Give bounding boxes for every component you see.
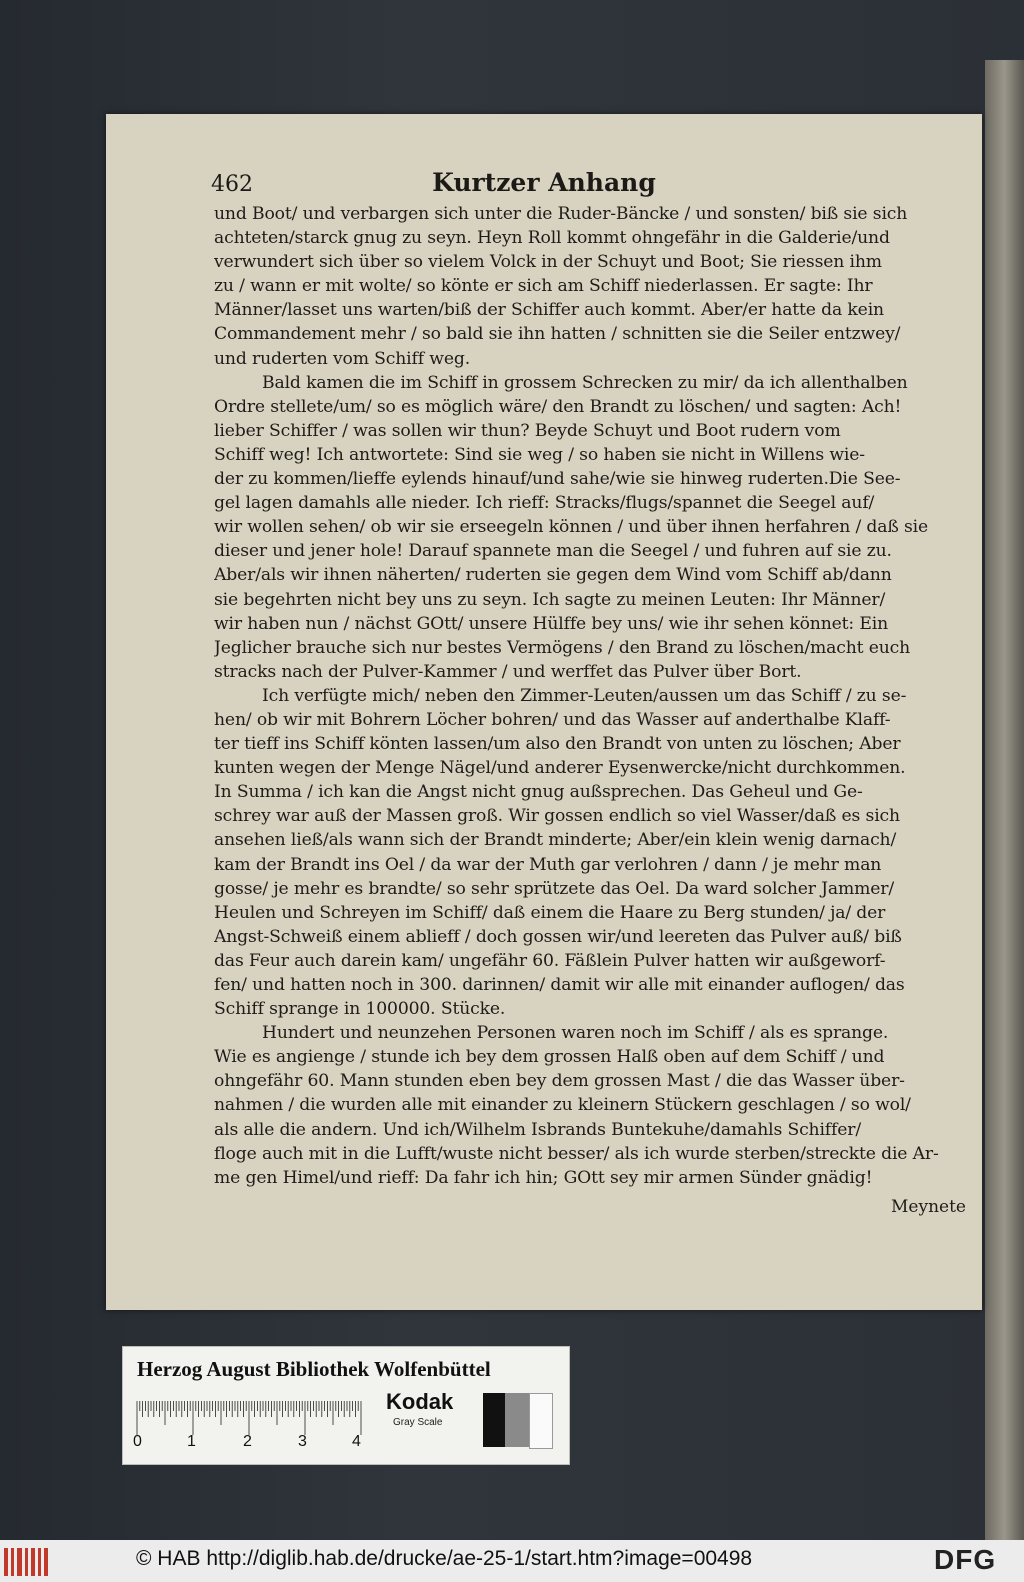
text-line: me gen Himel/und rieff: Da fahr ich hin; GOtt sey mir armen Sünder gnädig! [214,1167,873,1188]
text-line: schrey war auß der Massen groß. Wir gossen endlich so viel Wasser/daß es sich [214,806,900,827]
text-line: In Summa / ich kan die Angst nicht gnug außsprechen. Das Geheul und Ge- [214,782,863,803]
text-line: achteten/starck gnug zu seyn. Heyn Roll kommt ohngefähr in die Galderie/und [214,228,890,249]
text-line: Commandement mehr / so bald sie ihn hatten / schnitten sie die Seiler entzwey/ [214,324,901,345]
kodak-logo: Kodak [386,1389,454,1414]
ruler-label: 1 [187,1433,196,1450]
text-line: verwundert sich über so vielem Volck in der Schuyt und Boot; Sie riessen ihm [214,252,882,273]
footer-bar [0,1540,1024,1582]
text-line: als alle die andern. Und ich/Wilhelm Isbrands Buntekuhe/damahls Schiffer/ [214,1119,861,1140]
library-name: Herzog August Bibliothek Wolfenbüttel [137,1357,491,1381]
text-line: Bald kamen die im Schiff in grossem Schrecken zu mir/ da ich allenthalben [262,372,908,393]
text-line: floge auch mit in die Lufft/wuste nicht besser/ als ich wurde sterben/streckte die Ar- [214,1143,939,1164]
text-line: Ich verfügte mich/ neben den Zimmer-Leuten/aussen um das Schiff / zu se- [262,685,907,706]
text-line: fen/ und hatten noch in 300. darinnen/ damit wir alle mit einander auflogen/ das [214,975,905,995]
ruler-label: 0 [133,1433,142,1450]
text-line: lieber Schiffer / was sollen wir thun? Beyde Schuyt und Boot rudern vom [214,420,841,441]
text-line: Wie es angienge / stunde ich bey dem grossen Halß oben auf dem Schiff / und [214,1047,885,1068]
text-line: Angst-Schweiß einem ablieff / doch gossen wir/und leereten das Pulver auß/ biß [214,926,902,947]
gray-scale-label: Gray Scale [393,1417,443,1428]
white-swatch [529,1393,553,1449]
text-line: der zu kommen/lieffe eylends hinauf/und sahe/wie sie hinweg ruderten.Die See- [214,469,901,490]
text-line: Schiff sprange in 100000. Stücke. [214,999,506,1020]
text-line: Männer/lasset uns warten/biß der Schiffer auch kommt. Aber/er hatte da kein [214,300,884,321]
ruler-scale [135,1397,375,1439]
text-line: gosse/ je mehr es brandte/ so sehr sprützete das Oel. Da ward solcher Jammer/ [214,878,895,899]
book-page [106,114,982,1310]
text-line: Hundert und neunzehen Personen waren noch im Schiff / als es sprange. [262,1023,889,1044]
color-reference-card [122,1346,570,1465]
text-line: Schiff weg! Ich antwortete: Sind sie weg / so haben sie nicht in Willens wie- [214,444,865,465]
text-line: stracks nach der Pulver-Kammer / und werffet das Pulver über Bort. [214,661,802,682]
text-line: und ruderten vom Schiff weg. [214,348,471,369]
text-line: und Boot/ und verbargen sich unter die Ruder-Bäncke / und sonsten/ biß sie sich [214,204,908,224]
text-line: Heulen und Schreyen im Schiff/ daß einem die Haare zu Berg stunden/ ja/ der [214,902,886,923]
text-line: ansehen ließ/als wann sich der Brandt minderte; Aber/ein klein wenig darnach/ [214,830,897,851]
dfg-logo: DFG [934,1544,997,1575]
next-page-edge [985,60,1024,1540]
ruler-label: 3 [298,1433,307,1450]
text-line: wir wollen sehen/ ob wir sie erseegeln können / und über ihnen herfahren / daß sie [214,517,929,538]
text-line: gel lagen damahls alle nieder. Ich rieff: Stracks/flugs/spannet die Seegel auf/ [214,493,875,514]
page-number: 462 [211,172,253,197]
text-line: das Feur auch darein kam/ ungefähr 60. Fäßlein Pulver hatten wir außgeworf- [214,950,886,971]
catchword: Meynete [891,1197,966,1217]
barcode-icon [4,1548,48,1576]
ruler-label: 2 [243,1433,252,1450]
text-line: dieser und jener hole! Darauf spannete man die Seegel / und fuhren auf sie zu. [214,541,892,562]
text-line: kam der Brandt ins Oel / da war der Muth gar verlohren / dann / je mehr man [214,854,882,875]
ruler-label: 4 [352,1433,361,1450]
text-line: ter tieff ins Schiff könten lassen/um also den Brandt von unten zu löschen; Aber [214,734,901,755]
copyright-url[interactable]: © HAB http://diglib.hab.de/drucke/ae-25-1/start.htm?image=00498 [136,1547,753,1570]
gray-swatch [505,1393,529,1447]
black-swatch [483,1393,505,1447]
text-line: zu / wann er mit wolte/ so könte er sich am Schiff niederlassen. Er sagte: Ihr [214,276,873,297]
text-line: ohngefähr 60. Mann stunden eben bey dem grossen Mast / die das Wasser über- [214,1071,905,1092]
text-line: hen/ ob wir mit Bohrern Löcher bohren/ und das Wasser auf anderthalbe Klaff- [214,709,891,730]
text-line: Aber/als wir ihnen näherten/ ruderten sie gegen dem Wind vom Schiff ab/dann [214,565,892,586]
running-head: Kurtzer Anhang [432,168,656,197]
text-line: nahmen / die wurden alle mit einander zu kleinern Stückern geschlagen / so wol/ [214,1095,911,1116]
text-line: wir haben nun / nächst GOtt/ unsere Hülffe bey uns/ wie ihr sehen könnet: Ein [214,613,889,634]
text-line: kunten wegen der Menge Nägel/und anderer Eysenwercke/nicht durchkommen. [214,758,906,779]
body-text [214,202,974,1190]
text-line: Ordre stellete/um/ so es möglich wäre/ den Brandt zu löschen/ und sagten: Ach! [214,396,902,417]
text-line: Jeglicher brauche sich nur bestes Vermögens / den Brand zu löschen/macht euch [214,637,911,658]
text-line: sie begehrten nicht bey uns zu seyn. Ich sagte zu meinen Leuten: Ihr Männer/ [214,589,886,610]
